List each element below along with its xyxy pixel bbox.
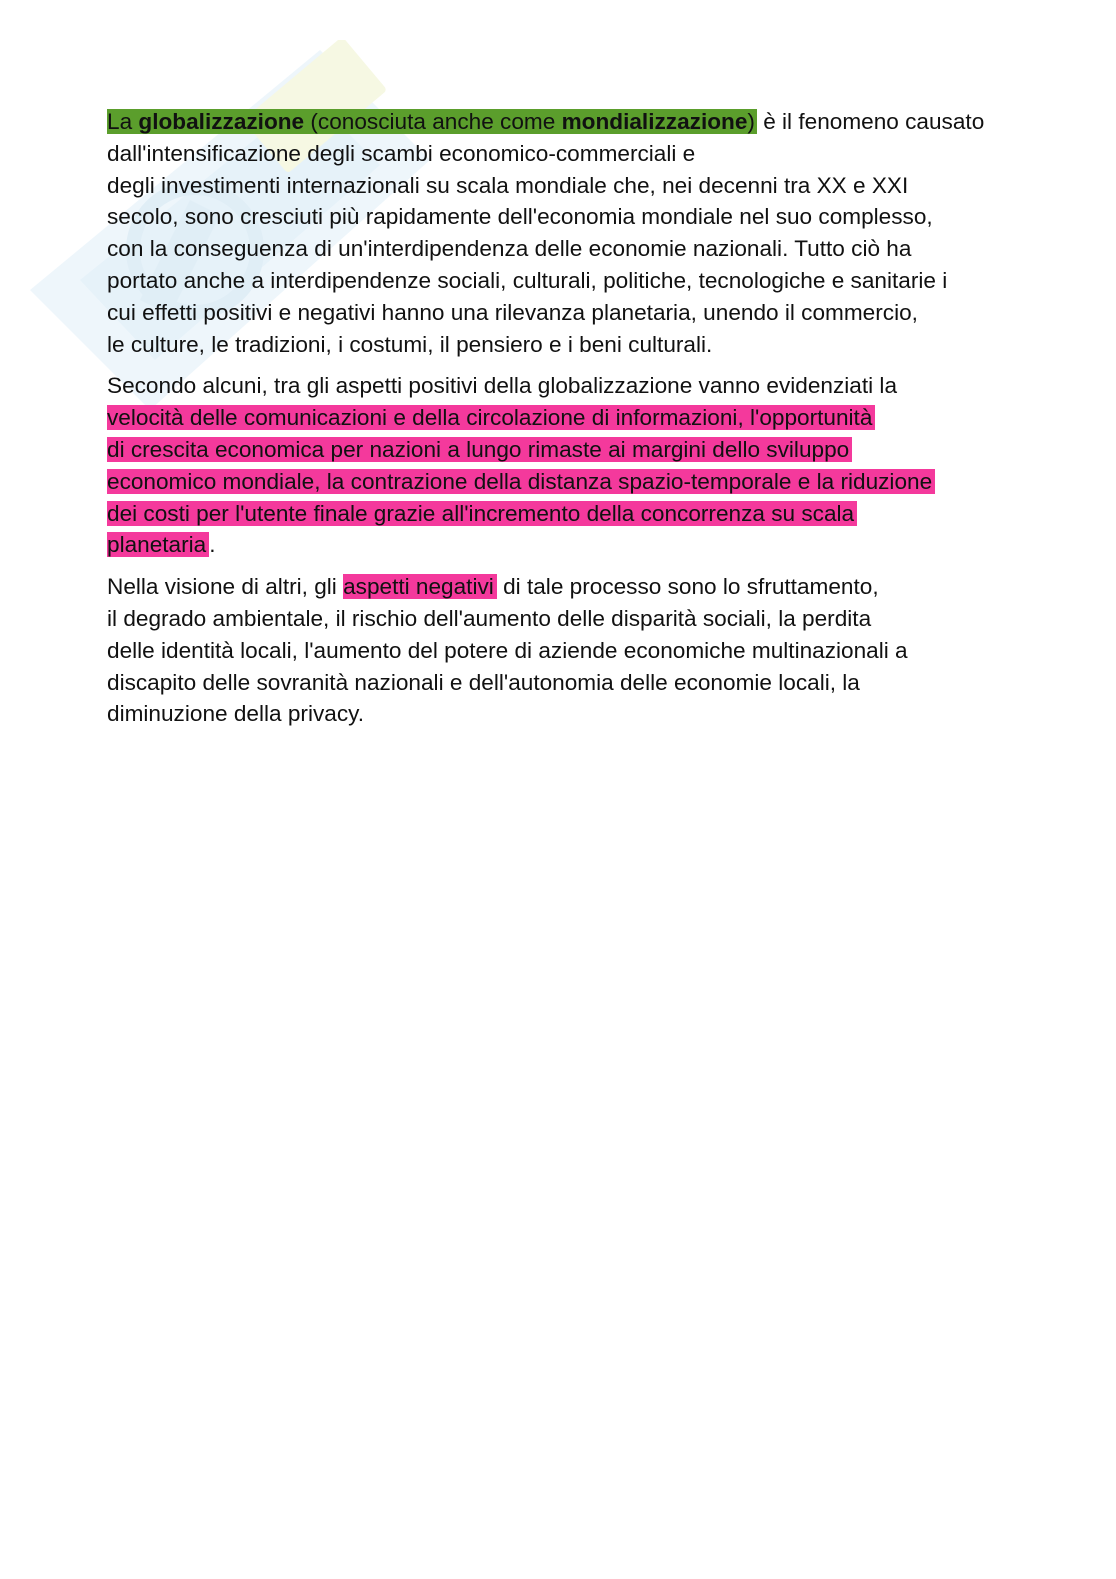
text-line [107, 466, 1012, 498]
text-line: portato anche a interdipendenze sociali, culturali, politiche, tecnologiche e sanitarie i [107, 267, 948, 293]
text-line: il degrado ambientale, il rischio dell'aumento delle disparità sociali, la perdita [107, 605, 872, 631]
text-line: secolo, sono cresciuti più rapidamente dell'economia mondiale nel suo complesso, [107, 204, 933, 230]
text-line [107, 434, 1012, 466]
paragraph-spacer [107, 561, 1012, 571]
text-run: è il fenomeno causato [756, 109, 985, 134]
text-run: ) [747, 109, 755, 134]
pink-highlight: velocità delle comunicazioni e della circolazione di informazioni, l'opportunità [107, 405, 875, 430]
text-line: degli investimenti internazionali su scala mondiale che, nei decenni tra XX e XXI [107, 172, 909, 198]
pink-highlight: planetaria [107, 532, 209, 557]
document-text [107, 106, 1012, 730]
green-highlight [107, 109, 757, 134]
text-line [107, 402, 1012, 434]
pink-highlight-aspetti-negativi: aspetti negativi [343, 574, 497, 599]
text-run: di tale processo sono lo sfruttamento, [496, 574, 879, 600]
text-line: diminuzione della privacy. [107, 701, 365, 727]
text-line [107, 571, 1012, 603]
text-run: (conosciuta anche come [304, 109, 562, 134]
text-line: Secondo alcuni, tra gli aspetti positivi della globalizzazione vanno evidenziati la [107, 373, 898, 399]
pink-highlight: dei costi per l'utente finale grazie all'incremento della concorrenza su scala [107, 501, 857, 526]
paragraph-spacer [107, 360, 1012, 370]
text-line [107, 529, 1012, 561]
text-run: La [107, 109, 139, 134]
text-line: con la conseguenza di un'interdipendenza delle economie nazionali. Tutto ciò ha [107, 236, 912, 262]
text-run: . [209, 532, 216, 558]
bold-term-mondializzazione: mondializzazione [561, 109, 748, 134]
paragraph-2 [107, 370, 1012, 561]
text-line: delle identità locali, l'aumento del potere di aziende economiche multinazionali a [107, 637, 908, 663]
text-line [107, 106, 1012, 138]
pink-highlight: di crescita economica per nazioni a lungo rimaste ai margini dello sviluppo [107, 437, 852, 462]
paragraph-3 [107, 571, 1012, 730]
text-line: le culture, le tradizioni, i costumi, il pensiero e i beni culturali. [107, 331, 713, 357]
pink-highlight: economico mondiale, la contrazione della distanza spazio-temporale e la riduzione [107, 469, 935, 494]
text-line: cui effetti positivi e negativi hanno una rilevanza planetaria, unendo il commercio, [107, 299, 918, 325]
text-line: dall'intensificazione degli scambi economico-commerciali e [107, 140, 696, 166]
text-line [107, 498, 1012, 530]
text-line: discapito delle sovranità nazionali e dell'autonomia delle economie locali, la [107, 669, 860, 695]
text-run: Nella visione di altri, gli [107, 574, 344, 600]
paragraph-1 [107, 106, 1012, 360]
bold-term-globalizzazione: globalizzazione [138, 109, 305, 134]
